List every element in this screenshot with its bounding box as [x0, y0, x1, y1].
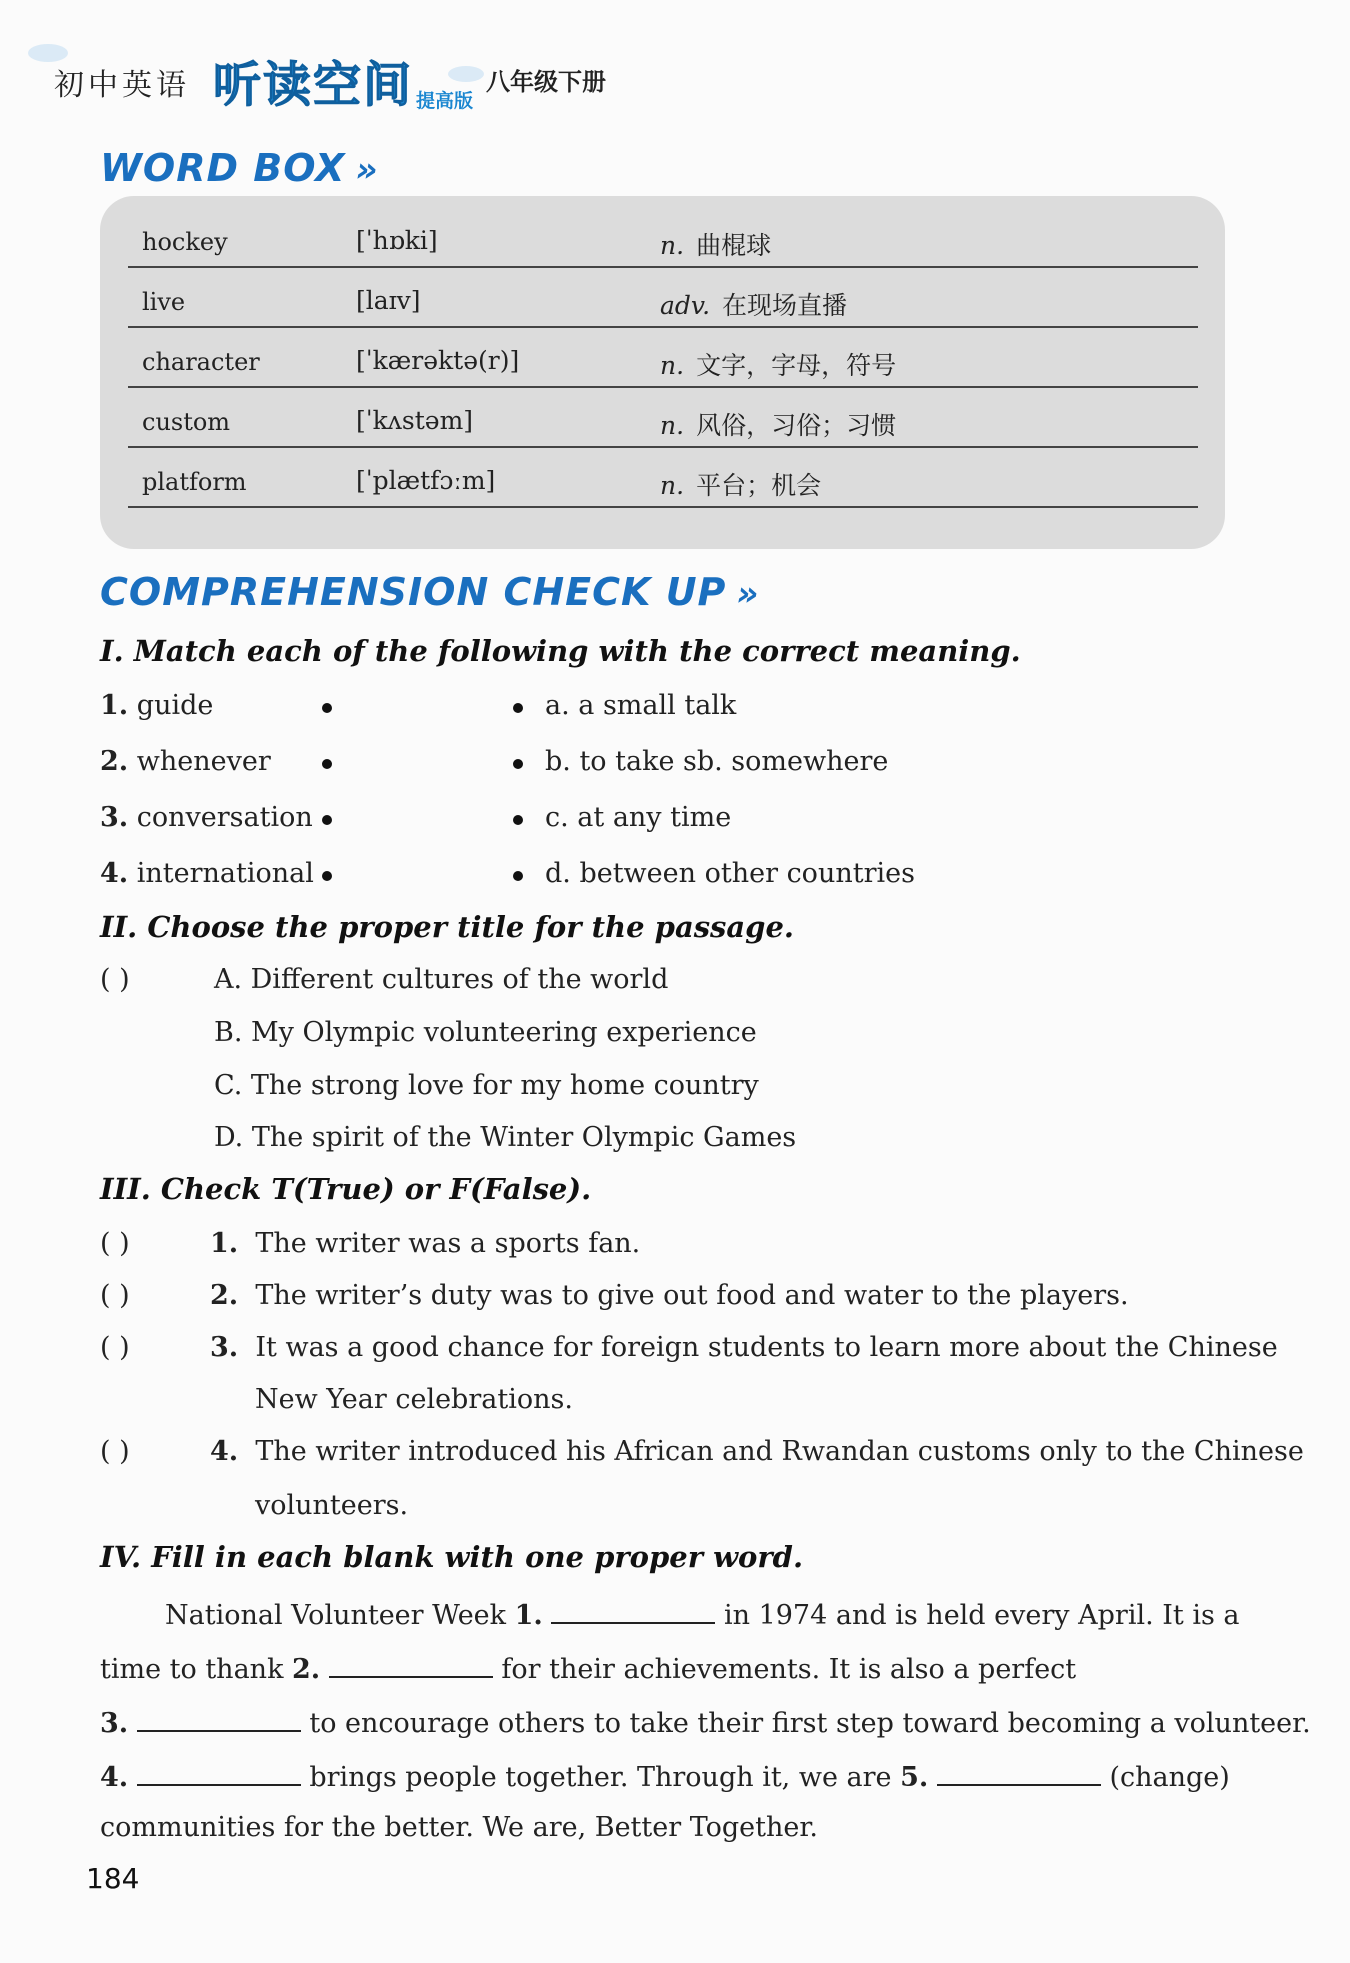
double-chevron-icon: »: [736, 574, 753, 614]
part2-heading: II. Choose the proper title for the passage.: [100, 910, 795, 944]
blank-4[interactable]: [137, 1758, 301, 1786]
item-number: 1.: [100, 690, 129, 721]
cloze-text: brings people together. Through it, we are: [300, 1762, 901, 1793]
match-dot-left[interactable]: [322, 871, 332, 881]
tf-statement: [210, 1280, 1129, 1311]
series-name: 初中英语: [54, 68, 190, 103]
blank-3[interactable]: [137, 1704, 301, 1732]
item-number: 1.: [210, 1228, 239, 1259]
word-box-heading: [100, 146, 372, 190]
word-box: [100, 196, 1225, 549]
vocab-meaning: [660, 406, 896, 442]
vocab-meaning: [660, 226, 771, 262]
match-left-item: [100, 690, 213, 721]
word-row: [128, 446, 1198, 508]
vocab-word: custom: [142, 408, 231, 436]
answer-bracket[interactable]: ( ): [100, 1332, 130, 1363]
vocab-meaning: [660, 346, 896, 382]
vocab-word: character: [142, 348, 260, 376]
blank-1[interactable]: [551, 1596, 715, 1624]
tf-statement-continued: New Year celebrations.: [255, 1384, 573, 1415]
statement-text: The writer introduced his African and Rwandan customs only to the Chinese: [255, 1436, 1304, 1467]
match-right-item: c. at any time: [545, 802, 732, 833]
vocab-word: hockey: [142, 228, 228, 256]
title-option: B. My Olympic volunteering experience: [214, 1017, 757, 1048]
meaning-text: 在现场直播: [722, 291, 848, 320]
item-number: 2.: [100, 746, 129, 777]
cloze-text: time to thank: [100, 1654, 293, 1685]
match-left-item: [100, 746, 271, 777]
item-text: conversation: [136, 802, 313, 833]
cloze-line: communities for the better. We are, Better Together.: [100, 1812, 818, 1843]
blank-5[interactable]: [937, 1758, 1101, 1786]
match-left-item: [100, 858, 314, 889]
word-row: [128, 206, 1198, 268]
match-right-item: d. between other countries: [545, 858, 915, 889]
answer-bracket[interactable]: ( ): [100, 1228, 130, 1259]
item-number: 3.: [210, 1332, 239, 1363]
blank-number: 1.: [514, 1600, 543, 1631]
blank-number: 3.: [100, 1708, 129, 1739]
word-row: [128, 266, 1198, 328]
cloze-line: [100, 1704, 1311, 1739]
page-number: 184: [86, 1862, 140, 1895]
cloze-text: in 1974 and is held every April. It is a: [715, 1600, 1240, 1631]
comprehension-title: COMPREHENSION CHECK UP: [100, 570, 727, 614]
answer-bracket[interactable]: ( ): [100, 1280, 130, 1311]
part-of-speech: n.: [660, 351, 685, 380]
item-number: 2.: [210, 1280, 239, 1311]
vocab-phonetic: [ˈhɒki]: [356, 226, 438, 255]
cloud-decoration: [448, 66, 484, 82]
vocab-meaning: [660, 466, 821, 502]
vocab-word: platform: [142, 468, 247, 496]
statement-text: The writer’s duty was to give out food and water to the players.: [255, 1280, 1129, 1311]
meaning-text: 曲棍球: [696, 231, 772, 260]
blank-number: 5.: [900, 1762, 929, 1793]
blank-number: 4.: [100, 1762, 129, 1793]
match-right-item: b. to take sb. somewhere: [545, 746, 889, 777]
part-of-speech: n.: [660, 411, 685, 440]
vocab-phonetic: [ˈkærəktə(r)]: [356, 346, 520, 375]
meaning-text: 风俗，习俗；习惯: [696, 411, 897, 440]
cloze-line: [100, 1758, 1230, 1793]
part-of-speech: adv.: [660, 291, 711, 320]
cloze-line: [100, 1650, 1076, 1685]
match-right-item: a. a small talk: [545, 690, 737, 721]
match-left-item: [100, 802, 313, 833]
word-row: [128, 326, 1198, 388]
vocab-word: live: [142, 288, 186, 316]
item-text: whenever: [136, 746, 271, 777]
answer-bracket[interactable]: ( ): [100, 964, 130, 995]
match-dot-right[interactable]: [513, 759, 523, 769]
grade-label: 八年级下册: [486, 68, 606, 96]
comprehension-heading: [100, 570, 753, 614]
part4-heading: IV. Fill in each blank with one proper word.: [100, 1540, 804, 1574]
cloze-text: to encourage others to take their first step toward becoming a volunteer.: [300, 1708, 1311, 1739]
meaning-text: 平台；机会: [696, 471, 822, 500]
title-option: A. Different cultures of the world: [214, 964, 669, 995]
cloze-text: (change): [1100, 1762, 1230, 1793]
answer-bracket[interactable]: ( ): [100, 1436, 130, 1467]
title-option: D. The spirit of the Winter Olympic Games: [214, 1122, 797, 1153]
part-of-speech: n.: [660, 231, 685, 260]
blank-number: 2.: [292, 1654, 321, 1685]
word-row: [128, 386, 1198, 448]
series-logo: 听读空间: [213, 57, 414, 113]
vocab-meaning: [660, 286, 847, 322]
page-header: [28, 40, 728, 120]
tf-statement: [210, 1228, 640, 1259]
blank-2[interactable]: [329, 1650, 493, 1678]
match-dot-left[interactable]: [322, 759, 332, 769]
match-dot-left[interactable]: [322, 815, 332, 825]
word-box-title: WORD BOX: [100, 146, 346, 190]
statement-text: It was a good chance for foreign students to learn more about the Chinese: [255, 1332, 1278, 1363]
cloze-text: for their achievements. It is also a perfect: [492, 1654, 1077, 1685]
part3-heading: III. Check T(True) or F(False).: [100, 1172, 592, 1206]
item-number: 4.: [100, 858, 129, 889]
double-chevron-icon: »: [355, 150, 372, 190]
match-dot-right[interactable]: [513, 703, 523, 713]
cloze-line: [165, 1596, 1240, 1631]
part1-heading: I. Match each of the following with the correct meaning.: [100, 634, 1021, 668]
statement-text: The writer was a sports fan.: [255, 1228, 641, 1259]
meaning-text: 文字，字母，符号: [696, 351, 897, 380]
match-dot-right[interactable]: [513, 815, 523, 825]
edition-label: 提高版: [416, 90, 474, 112]
item-number: 3.: [100, 802, 129, 833]
vocab-phonetic: [ˈkʌstəm]: [356, 406, 474, 435]
tf-statement: [210, 1332, 1278, 1363]
match-dot-left[interactable]: [322, 703, 332, 713]
vocab-phonetic: [ˈplætfɔːm]: [356, 466, 496, 495]
item-text: international: [136, 858, 314, 889]
tf-statement-continued: volunteers.: [255, 1490, 409, 1521]
vocab-phonetic: [laɪv]: [356, 286, 421, 315]
title-option: C. The strong love for my home country: [214, 1070, 759, 1101]
part-of-speech: n.: [660, 471, 685, 500]
tf-statement: [210, 1436, 1304, 1467]
item-number: 4.: [210, 1436, 239, 1467]
item-text: guide: [136, 690, 214, 721]
match-dot-right[interactable]: [513, 871, 523, 881]
cloze-text: National Volunteer Week: [165, 1600, 515, 1631]
